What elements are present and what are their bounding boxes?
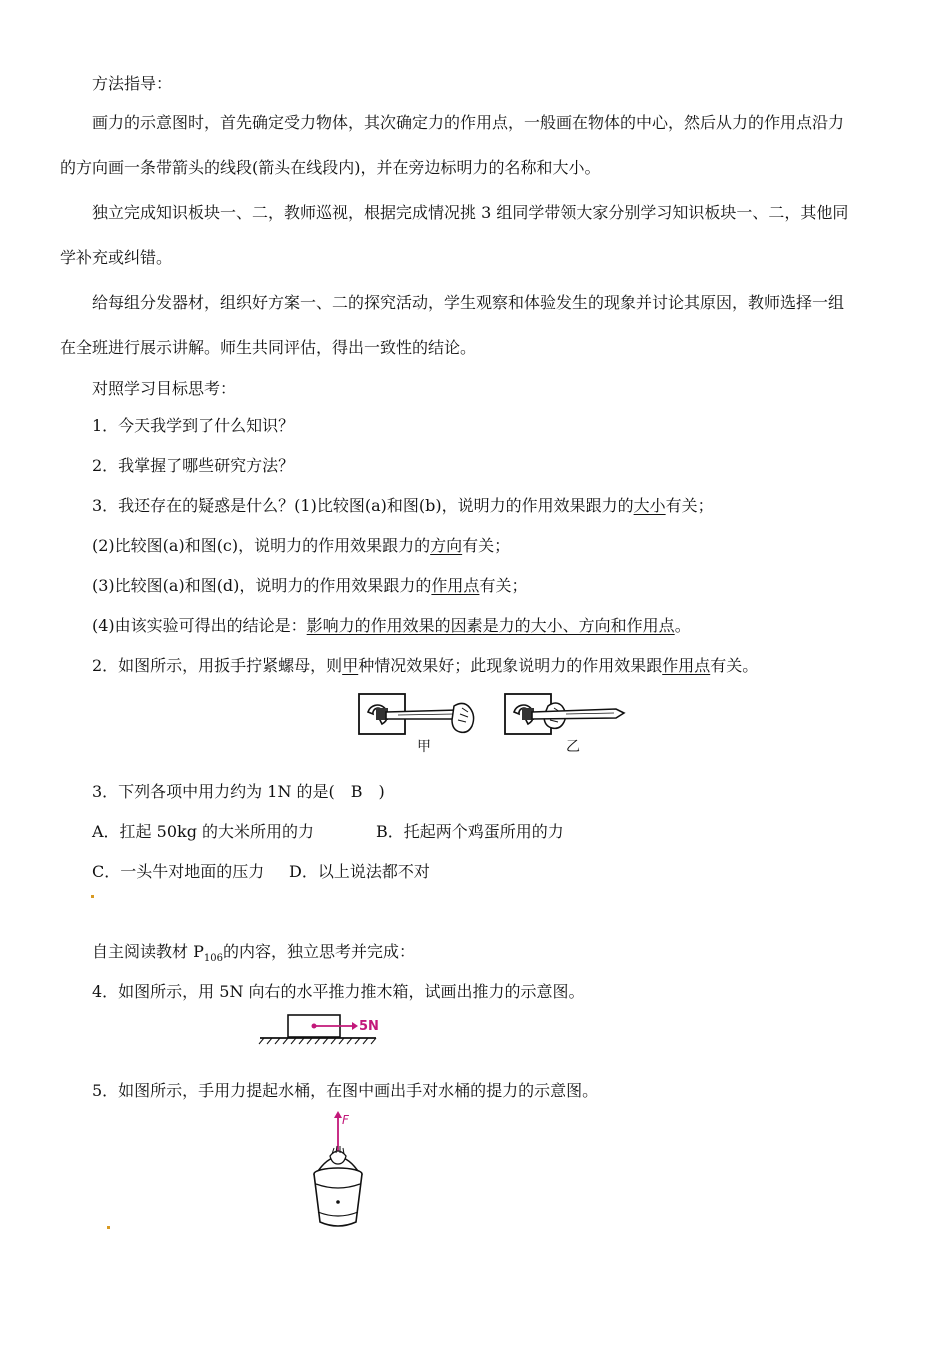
reflection-question-3-part3 [92,575,527,597]
wrench-label-b: 乙 [566,739,580,755]
question-text: 有关。 [710,656,759,675]
exploration-paragraph-line1: 给每组分发器材，组织好方案一、二的探究活动，学生观察和体验发生的现象并讨论其原因，教师选择一组 [92,293,845,312]
reflection-question-1: 1．今天我学到了什么知识？ [92,416,295,435]
bucket-figure [310,1108,370,1232]
answer-blank: 方向 [430,536,463,555]
page-number-subscript: 106 [203,953,223,965]
reflection-question-3-part4 [92,615,691,637]
question-4: 4．如图所示，用 5N 向右的水平推力推木箱，试画出推力的示意图。 [92,982,585,1001]
question-text: 种情况效果好；此现象说明力的作用效果跟 [358,656,663,675]
question-text: 有关； [665,496,714,515]
answer-blank: 影响力的作用效果的因素是力的大小、方向和作用点 [306,616,675,635]
method-paragraph-line2: 的方向画一条带箭头的线段(箭头在线段内)，并在旁边标明力的名称和大小。 [60,158,601,177]
reading-instruction [92,941,415,970]
method-paragraph-line1: 画力的示意图时，首先确定受力物体，其次确定力的作用点，一般画在物体的中心，然后从力的作用点沿力 [92,113,845,132]
activity-paragraph-line1: 独立完成知识板块一、二，教师巡视，根据完成情况挑 3 组同学带领大家分别学习知识板块一、二，其他同 [92,203,849,222]
activity-paragraph-line2: 学补充或纠错。 [60,248,173,267]
reflection-question-2: 2．我掌握了哪些研究方法？ [92,456,295,475]
reflection-title: 对照学习目标思考： [92,379,237,398]
question-text: 3．我还存在的疑惑是什么？(1)比较图(a)和图(b)，说明力的作用效果跟力的 [92,496,634,515]
answer-blank: 大小 [633,496,666,515]
wrench-question [92,655,758,677]
choice-d: D．以上说法都不对 [289,862,430,881]
question-text: (3)比较图(a)和图(d)，说明力的作用效果跟力的 [92,576,432,595]
question-text: 有关； [462,536,511,555]
answer-blank: 甲 [342,656,359,675]
exploration-paragraph-line2: 在全班进行展示讲解。师生共同评估，得出一致性的结论。 [60,338,477,357]
lift-force-label: F [342,1113,349,1127]
wrench-label-a: 甲 [417,739,431,755]
question-text: (2)比较图(a)和图(c)，说明力的作用效果跟力的 [92,536,431,555]
answer-blank: 作用点 [431,576,480,595]
instruction-text: 的内容，独立思考并完成： [222,942,415,961]
method-title: 方法指导： [92,74,173,93]
reflection-question-3 [92,495,714,517]
question-text: 有关； [479,576,528,595]
multiple-choice-question: 3．下列各项中用力约为 1N 的是( B ) [92,782,385,801]
question-text: 。 [674,616,691,635]
instruction-text: 自主阅读教材 P [92,942,204,961]
question-text: (4)由该实验可得出的结论是： [92,616,307,635]
answer-blank: 作用点 [662,656,711,675]
stray-dot [91,895,94,898]
question-5: 5．如图所示，手用力提起水桶，在图中画出手对水桶的提力的示意图。 [92,1081,599,1100]
push-force-label: 5N [359,1019,379,1034]
choice-a: A．扛起 50kg 的大米所用的力 [92,822,315,841]
reflection-question-3-part2 [92,535,510,557]
choice-b: B．托起两个鸡蛋所用的力 [376,822,564,841]
stray-dot [107,1226,110,1229]
question-text: 2．如图所示，用扳手拧紧螺母，则 [92,656,343,675]
choice-c: C．一头牛对地面的压力 [92,862,265,881]
